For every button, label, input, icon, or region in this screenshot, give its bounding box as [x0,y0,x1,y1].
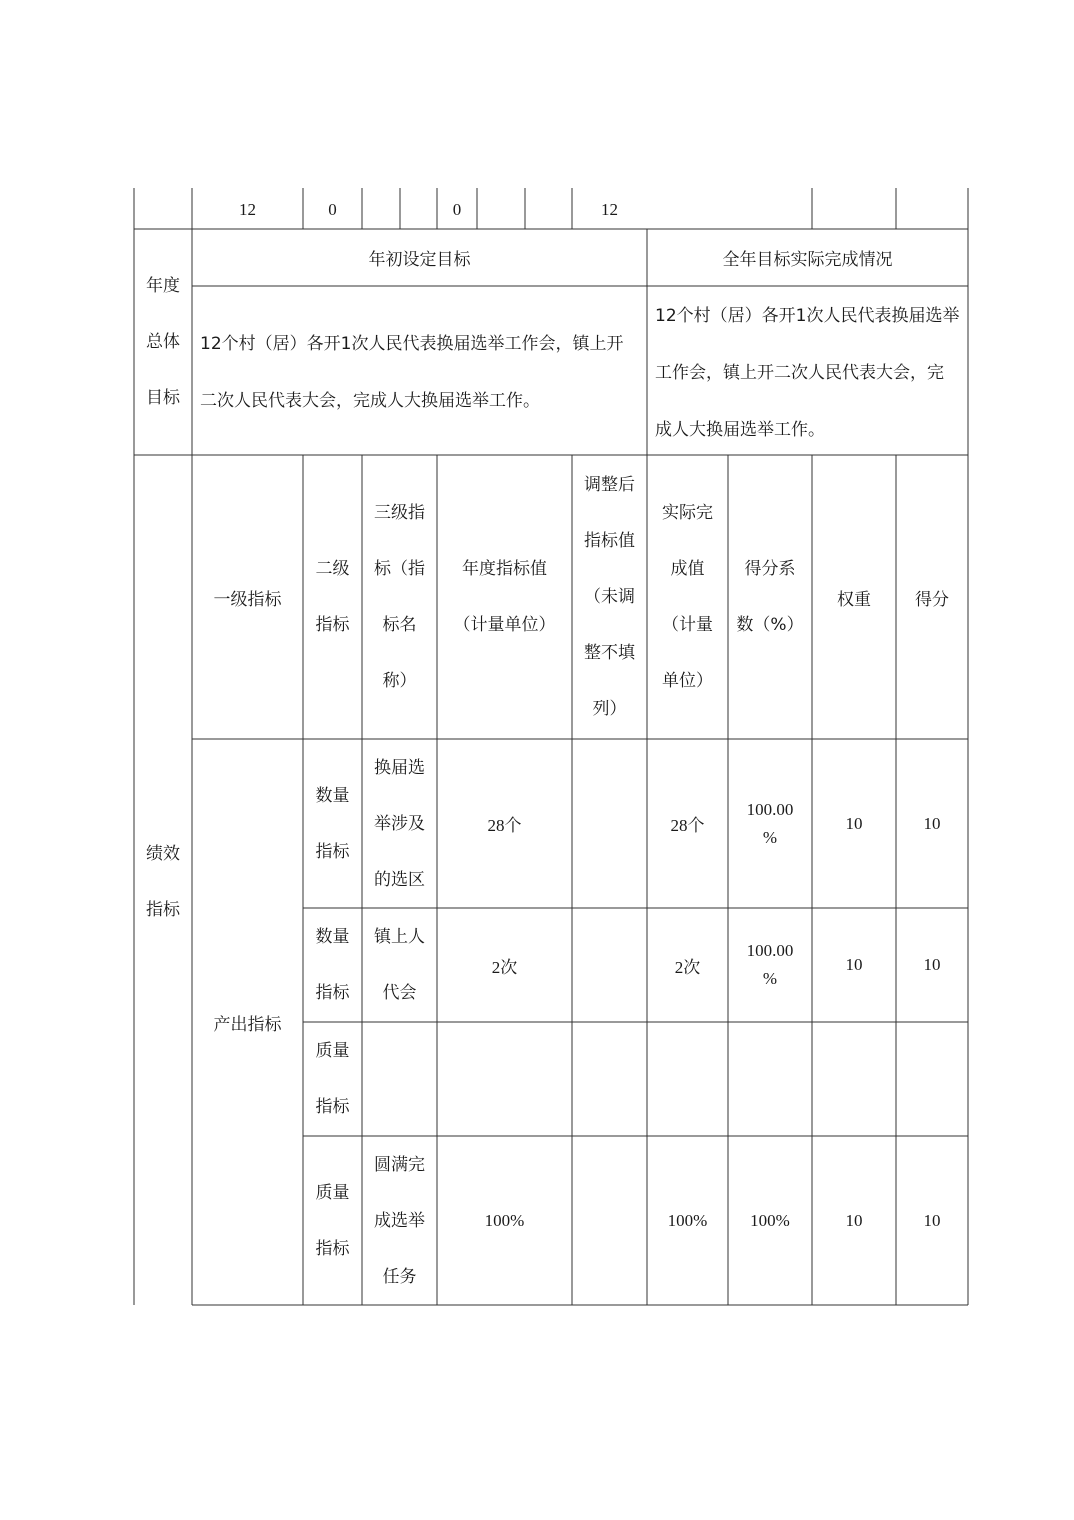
row1-annual: 28个 [487,816,522,835]
actual-goal-text: 12个村（居）各开1次人民代表换届选举工作会，镇上开二次人民代表大会，完成人大换届选举工作。 [655,306,960,440]
row2-level3: 镇上人 代会 [374,927,425,1003]
row3-level2: 质量 指标 [315,1041,350,1117]
row4-actual: 100% [667,1210,708,1230]
row2-coef: 100.00 % [746,941,794,988]
row4-coef: 100% [750,1210,790,1230]
header-actual-value: 实际完 成值 （计量 单位） [662,503,713,691]
row4-level2: 质量 指标 [315,1182,350,1259]
row4-adjusted [572,1136,647,1305]
row2-adjusted [572,908,647,1022]
row3-actual [647,1022,728,1136]
header-level1: 一级指标 [213,589,282,610]
prev-row-cell: 12 [239,199,256,219]
prev-row-cell [896,190,968,229]
header-adjusted-value: 调整后 指标值 （未调 整不填 列） [584,475,635,719]
row2-weight: 10 [845,955,863,974]
row4-level3: 圆满完 成选举 任务 [374,1154,425,1287]
prev-row-cell [477,190,525,229]
row4-score: 10 [923,1210,941,1230]
prev-row-cell [812,190,896,229]
header-annual-value: 年度指标值 （计量单位） [453,559,556,635]
actual-goal-header: 全年目标实际完成情况 [722,250,893,270]
row2-level2: 数量 指标 [315,927,350,1003]
row1-actual: 28个 [670,816,705,835]
row3-weight [812,1022,896,1136]
header-weight: 权重 [837,589,871,610]
prev-row-cell: 0 [452,199,462,219]
row1-coef: 100.00 % [746,799,794,847]
prev-row-cell [400,190,437,229]
row1-weight: 10 [845,813,863,833]
row2-actual: 2次 [674,957,701,977]
goals-row-label: 年度 总体 目标 [146,276,180,408]
kpi-row-label: 绩效 指标 [146,844,180,920]
row4-annual: 100% [484,1210,525,1230]
header-score: 得分 [915,589,949,610]
row3-adjusted [572,1022,647,1136]
row4-weight: 10 [845,1210,863,1230]
row1-level3: 换届选 举涉及 的选区 [374,757,425,890]
level1-output-label: 产出指标 [213,1014,282,1035]
header-level3: 三级指 标（指 标名 称） [374,503,425,691]
initial-goal-text: 12个村（居）各开1次人民代表换届选举工作会，镇上开二次人民代表大会，完成人大换届选举工作。 [200,334,624,411]
header-score-coef: 得分系 数（%） [736,559,804,635]
row1-score: 10 [923,813,941,833]
prev-row-cell: 0 [328,199,337,219]
row3-annual [437,1022,572,1136]
row2-score: 10 [923,955,941,974]
prev-row-cell: 12 [601,199,618,219]
row1-adjusted [572,739,647,908]
prev-row-cell [362,190,400,229]
initial-goal-header: 年初设定目标 [368,250,471,270]
header-level2: 二级 指标 [315,559,350,635]
row2-annual: 2次 [491,957,518,977]
row1-level2: 数量 指标 [315,785,350,862]
row3-score [896,1022,968,1136]
prev-row-cell [525,190,572,229]
